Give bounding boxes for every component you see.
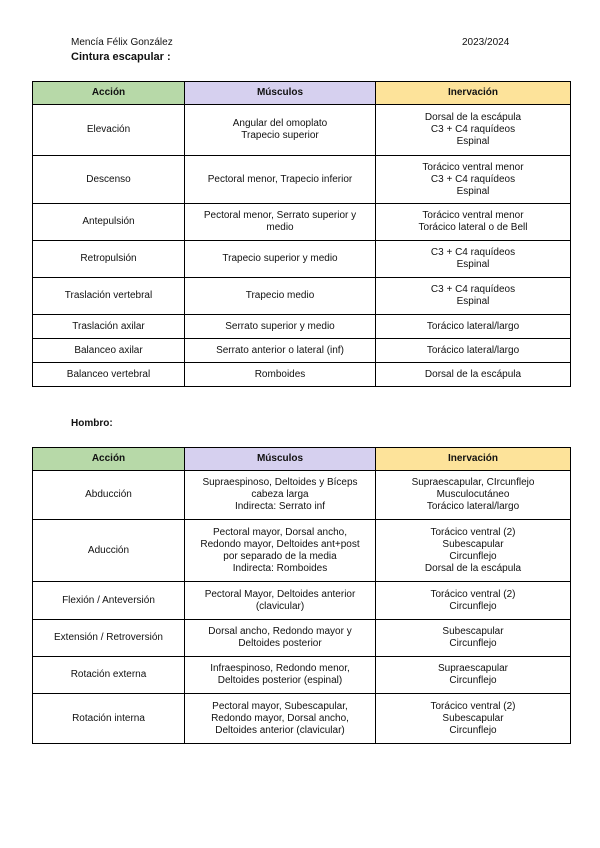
cell-line: Espinal xyxy=(456,259,490,270)
cell-line: medio xyxy=(266,222,294,233)
cell-musculos xyxy=(185,582,376,620)
header-musculos: Músculos xyxy=(185,82,376,105)
author-name: Mencía Félix González xyxy=(71,37,173,48)
table-row xyxy=(33,339,571,363)
cell-inervacion xyxy=(376,278,571,315)
cell-line: Trapecio medio xyxy=(245,290,315,301)
cell-line: Torácico ventral (2) xyxy=(430,588,516,600)
table-row xyxy=(33,204,571,241)
cell-musculos xyxy=(185,204,376,241)
cell-inervacion xyxy=(376,363,571,387)
cell-musculos xyxy=(185,363,376,387)
cell-musculos xyxy=(185,471,376,520)
cell-musculos xyxy=(185,339,376,363)
cell-line: Subescapular xyxy=(442,712,504,724)
cell-line: Indirecta: Romboides xyxy=(232,562,328,574)
cell-musculos xyxy=(185,657,376,694)
cell-line: (clavicular) xyxy=(255,600,305,612)
cell-accion: Abducción xyxy=(33,471,185,520)
table-row xyxy=(33,582,571,620)
cell-accion: Balanceo vertebral xyxy=(33,363,185,387)
cell-line: Dorsal de la escápula xyxy=(424,562,522,574)
header-inervacion: Inervación xyxy=(376,448,571,471)
table-hombro xyxy=(32,447,571,744)
table-row xyxy=(33,657,571,694)
table-header-row xyxy=(33,448,571,471)
section-title-hombro: Hombro: xyxy=(71,418,113,429)
cell-line: Dorsal ancho, Redondo mayor y xyxy=(208,626,352,637)
table-row xyxy=(33,278,571,315)
cell-line: Supraescapular, CIrcunflejo xyxy=(411,477,535,488)
cell-line: Serrato anterior o lateral (inf) xyxy=(216,344,344,356)
cell-line: Torácico ventral menor xyxy=(422,210,524,221)
cell-inervacion xyxy=(376,582,571,620)
cell-line: Torácico ventral menor xyxy=(422,161,524,173)
header-accion: Acción xyxy=(33,82,185,105)
cell-line: Indirecta: Serrato inf xyxy=(234,501,326,512)
cell-accion: Flexión / Anteversión xyxy=(33,582,185,620)
cell-accion: Retropulsión xyxy=(33,241,185,278)
cell-line: Angular del omoplato xyxy=(232,118,328,129)
cell-line: Romboides xyxy=(254,368,306,380)
table-row xyxy=(33,241,571,278)
cell-musculos xyxy=(185,105,376,156)
cell-line: Torácico lateral o de Bell xyxy=(418,222,528,233)
cell-line: Subescapular xyxy=(442,626,504,637)
cell-inervacion xyxy=(376,657,571,694)
header-accion: Acción xyxy=(33,448,185,471)
table-body xyxy=(33,105,571,387)
cell-line: Circunflejo xyxy=(449,600,497,612)
cell-line: Pectoral Mayor, Deltoides anterior xyxy=(204,588,356,600)
table-row xyxy=(33,105,571,156)
cell-line: Supraespinoso, Deltoides y Bíceps xyxy=(202,477,358,488)
cell-musculos xyxy=(185,694,376,744)
cell-line: Serrato superior y medio xyxy=(225,320,335,332)
cell-line: Dorsal de la escápula xyxy=(424,368,522,380)
cell-line: Deltoides posterior xyxy=(238,638,322,649)
table-row xyxy=(33,520,571,582)
cell-line: Redondo mayor, Dorsal ancho, xyxy=(211,712,349,724)
cell-line: Circunflejo xyxy=(449,550,497,562)
cell-inervacion xyxy=(376,520,571,582)
cell-line: Trapecio superior xyxy=(241,130,319,141)
cell-musculos xyxy=(185,620,376,657)
cell-line: Trapecio superior y medio xyxy=(222,253,338,264)
cell-accion: Aducción xyxy=(33,520,185,582)
cell-line: Pectoral menor, Trapecio inferior xyxy=(207,173,353,185)
cell-line: Subescapular xyxy=(442,538,504,550)
header-inervacion: Inervación xyxy=(376,82,571,105)
cell-inervacion xyxy=(376,339,571,363)
table-row xyxy=(33,694,571,744)
cell-line: Pectoral mayor, Subescapular, xyxy=(212,700,348,712)
cell-accion: Extensión / Retroversión xyxy=(33,620,185,657)
cell-line: Torácico lateral/largo xyxy=(426,320,520,332)
cell-accion: Antepulsión xyxy=(33,204,185,241)
cell-musculos xyxy=(185,278,376,315)
cell-line: C3 + C4 raquídeos xyxy=(430,173,516,185)
cell-line: C3 + C4 raquídeos xyxy=(430,124,516,135)
cell-line: Circunflejo xyxy=(449,638,497,649)
cell-musculos xyxy=(185,315,376,339)
table-row xyxy=(33,471,571,520)
cell-accion: Rotación interna xyxy=(33,694,185,744)
cell-line: Deltoides posterior (espinal) xyxy=(217,675,343,686)
cell-inervacion xyxy=(376,156,571,204)
cell-line: Circunflejo xyxy=(449,724,497,736)
cell-accion: Balanceo axilar xyxy=(33,339,185,363)
cell-line: Dorsal de la escápula xyxy=(424,112,522,123)
cell-line: C3 + C4 raquídeos xyxy=(430,247,516,258)
cell-line: Pectoral mayor, Dorsal ancho, xyxy=(213,526,347,538)
table-body xyxy=(33,471,571,744)
table-cintura xyxy=(32,81,571,387)
cell-accion: Rotación externa xyxy=(33,657,185,694)
table-row xyxy=(33,620,571,657)
cell-line: Redondo mayor, Deltoides ant+post xyxy=(200,538,360,550)
cell-inervacion xyxy=(376,204,571,241)
cell-line: Torácico lateral/largo xyxy=(426,501,520,512)
table-header-row xyxy=(33,82,571,105)
cell-line: Pectoral menor, Serrato superior y xyxy=(203,210,357,221)
cell-line: Espinal xyxy=(456,136,490,147)
cell-line: Infraespinoso, Redondo menor, xyxy=(210,663,350,674)
cell-musculos xyxy=(185,241,376,278)
cell-line: por separado de la media xyxy=(223,550,337,562)
cell-accion: Descenso xyxy=(33,156,185,204)
cell-accion: Traslación axilar xyxy=(33,315,185,339)
cell-inervacion xyxy=(376,241,571,278)
cell-line: Torácico ventral (2) xyxy=(430,526,516,538)
cell-musculos xyxy=(185,520,376,582)
cell-musculos xyxy=(185,156,376,204)
cell-inervacion xyxy=(376,694,571,744)
cell-line: Musculocutáneo xyxy=(436,489,510,500)
table-row xyxy=(33,156,571,204)
table-row xyxy=(33,363,571,387)
cell-line: Deltoides anterior (clavicular) xyxy=(215,724,345,736)
cell-line: Supraescapular xyxy=(437,663,509,674)
cell-inervacion xyxy=(376,471,571,520)
cell-line: Espinal xyxy=(456,185,490,197)
academic-year: 2023/2024 xyxy=(462,37,510,48)
cell-accion: Traslación vertebral xyxy=(33,278,185,315)
cell-line: Circunflejo xyxy=(449,675,497,686)
cell-inervacion xyxy=(376,620,571,657)
cell-line: cabeza larga xyxy=(251,489,309,500)
cell-line: C3 + C4 raquídeos xyxy=(430,284,516,295)
section-title-cintura: Cintura escapular : xyxy=(71,51,171,63)
cell-line: Torácico lateral/largo xyxy=(426,344,520,356)
header-musculos: Músculos xyxy=(185,448,376,471)
cell-inervacion xyxy=(376,315,571,339)
cell-line: Espinal xyxy=(456,296,490,307)
cell-line: Torácico ventral (2) xyxy=(430,700,516,712)
table-row xyxy=(33,315,571,339)
cell-accion: Elevación xyxy=(33,105,185,156)
cell-inervacion xyxy=(376,105,571,156)
